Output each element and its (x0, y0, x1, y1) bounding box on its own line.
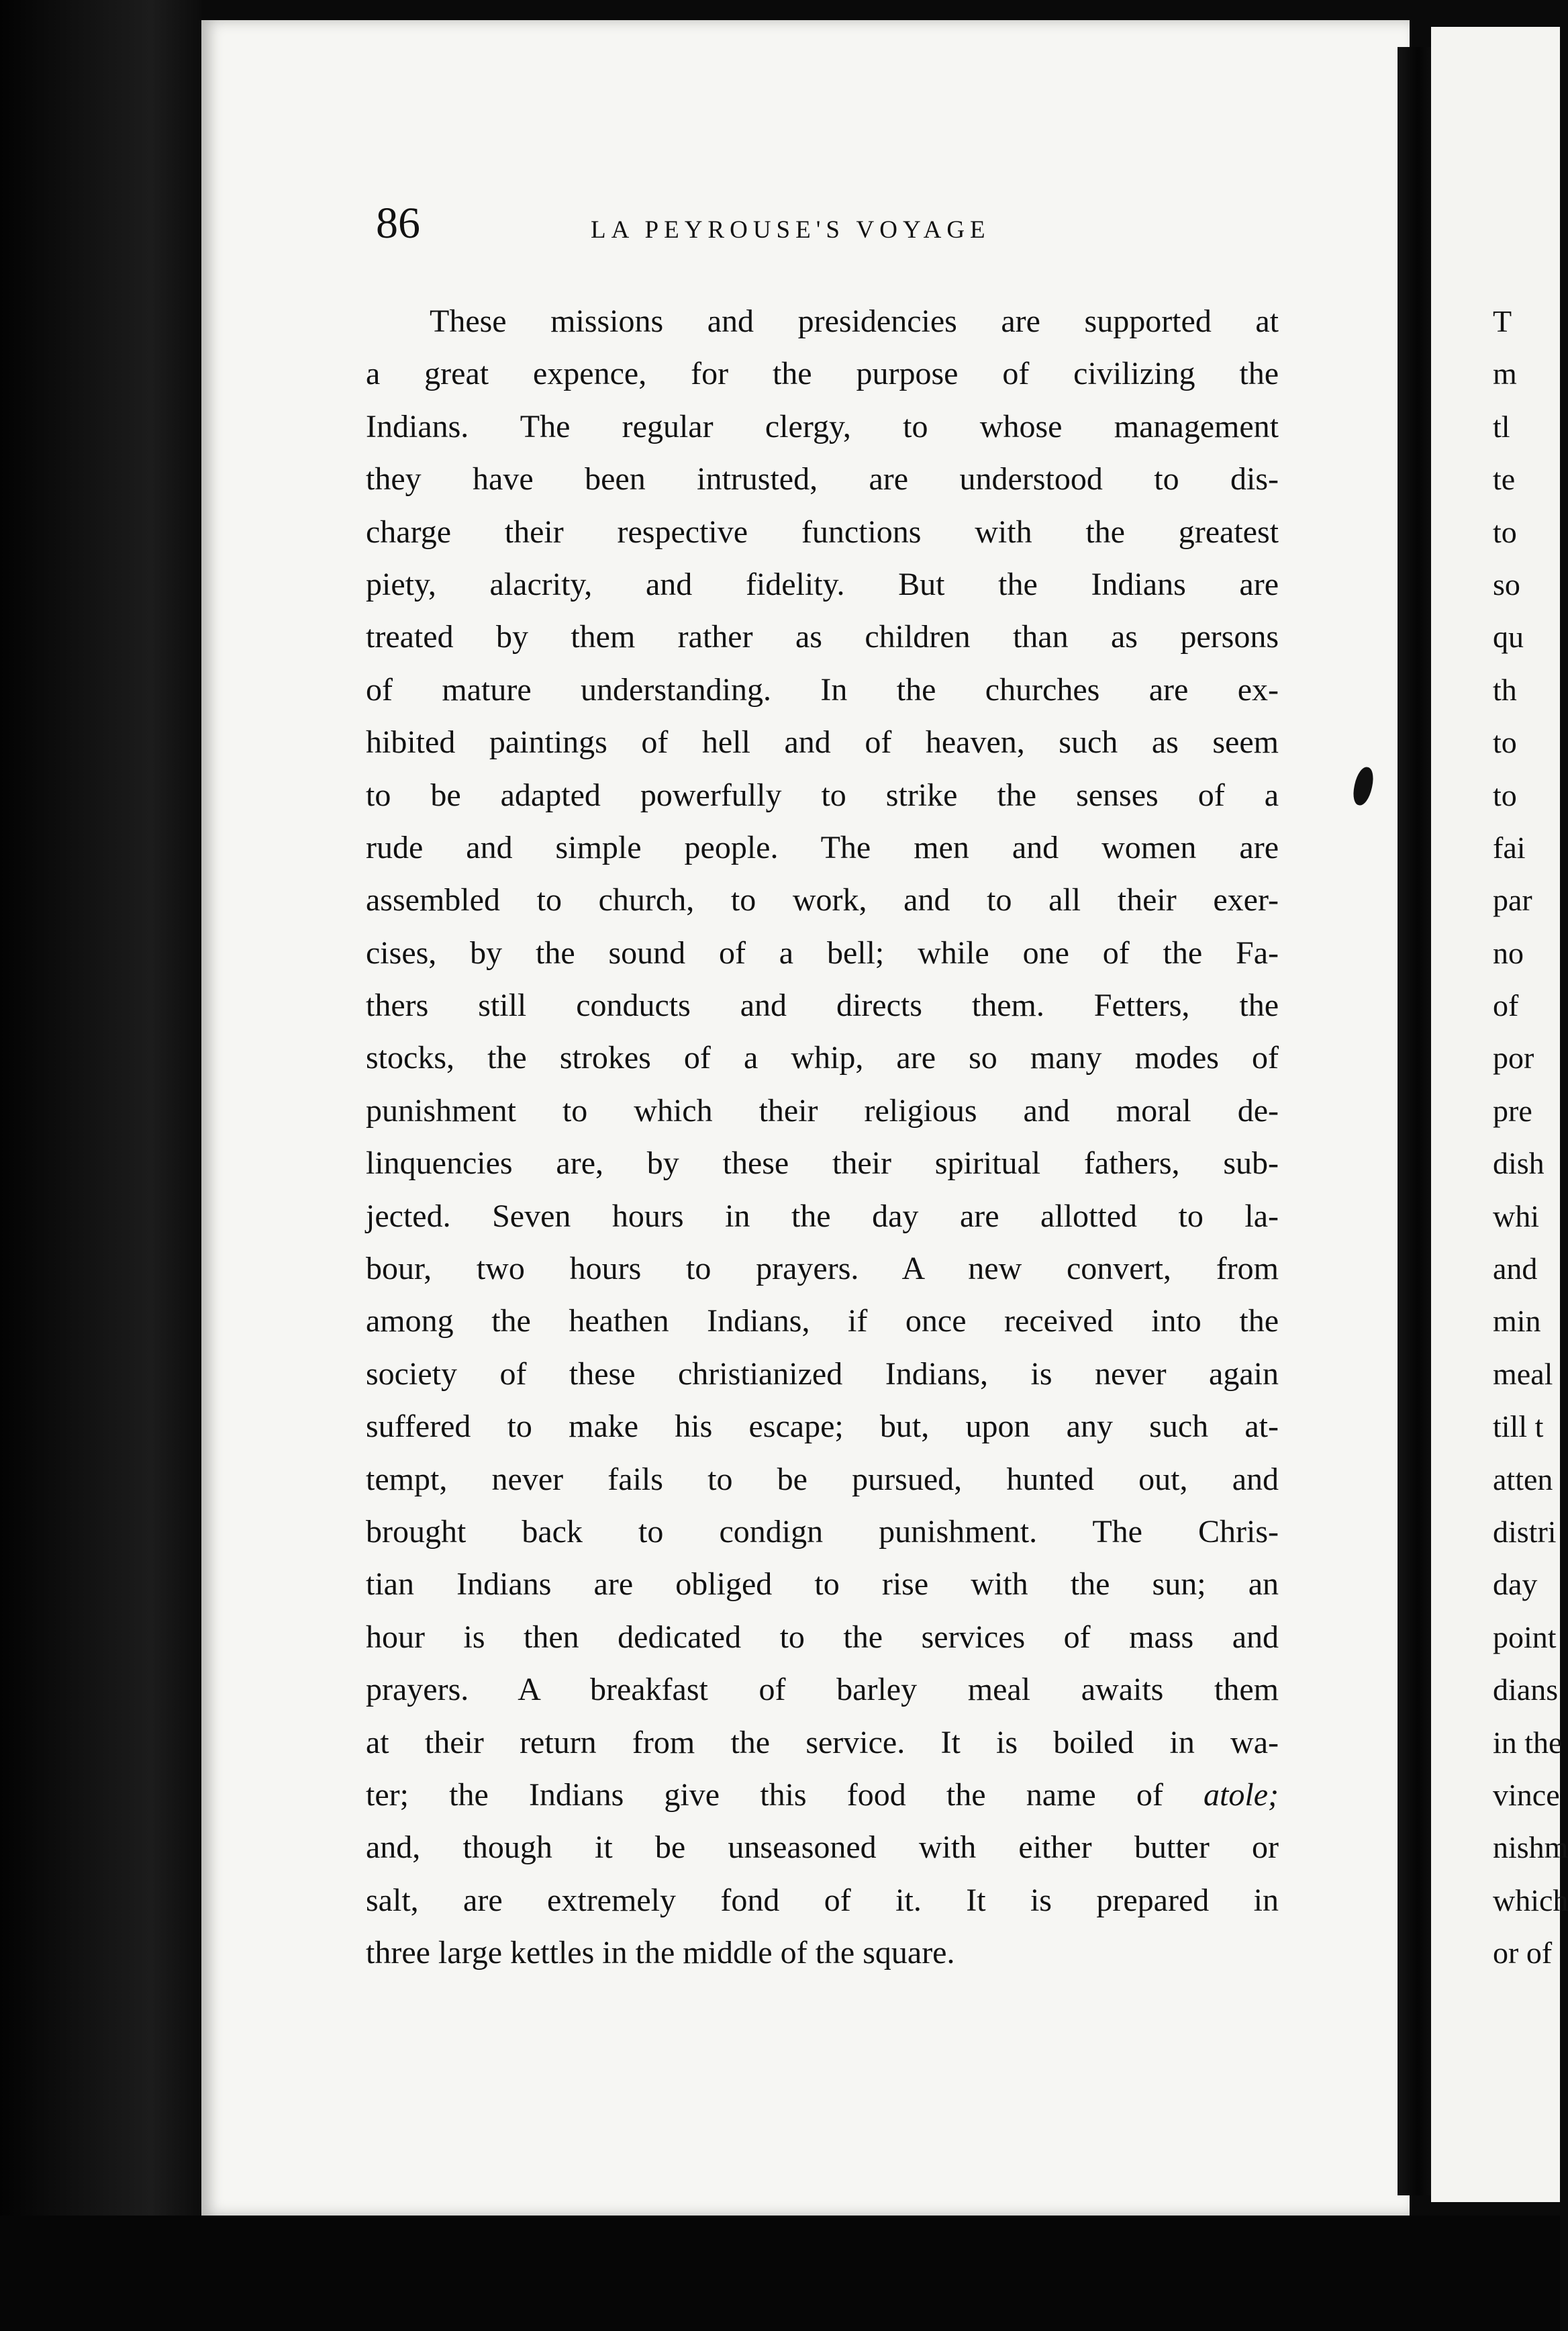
body-text (366, 295, 1279, 1980)
facing-line: to (1493, 777, 1517, 812)
page-number: 86 (376, 199, 420, 248)
facing-line: nishm (1493, 1830, 1568, 1865)
text-line (366, 1769, 1279, 1821)
facing-page-text (1493, 295, 1568, 1980)
text-line: jected. Seven hours in the day are allotted to la- (366, 1198, 1279, 1234)
text-line: suffered to make his escape; but, upon any such at- (366, 1409, 1279, 1445)
text-line: at their return from the service. It is boiled in wa- (366, 1724, 1279, 1760)
text-line: Indians. The regular clergy, to whose management (366, 408, 1279, 444)
facing-line: fai (1493, 830, 1526, 865)
facing-line: to (1493, 514, 1517, 549)
text-line: bour, two hours to prayers. A new convert, from (366, 1251, 1279, 1287)
running-head: LA PEYROUSE'S VOYAGE (591, 216, 991, 244)
facing-line: so (1493, 567, 1520, 602)
scan-background (0, 2216, 1560, 2331)
facing-line: day (1493, 1567, 1538, 1602)
facing-line: point (1493, 1619, 1557, 1654)
text-line: rude and simple people. The men and women are (366, 829, 1279, 865)
text-line: thers still conducts and directs them. Fetters, the (366, 988, 1279, 1024)
facing-line: tl (1493, 409, 1510, 444)
page-gutter (1398, 47, 1431, 2195)
facing-line: or of (1493, 1936, 1553, 1970)
text-line: among the heathen Indians, if once received into the (366, 1303, 1279, 1339)
facing-line: meal (1493, 1356, 1553, 1391)
facing-line: vince (1493, 1777, 1560, 1812)
facing-line: m (1493, 356, 1517, 391)
text-line: prayers. A breakfast of barley meal awaits them (366, 1672, 1279, 1708)
facing-line: T (1493, 304, 1512, 338)
text-segment: ter; the Indians give this food the name of (366, 1776, 1163, 1813)
text-line: a great expence, for the purpose of civilizing the (366, 356, 1279, 392)
text-line: hour is then dedicated to the services of mass and (366, 1619, 1279, 1655)
text-line: piety, alacrity, and fidelity. But the Indians are (366, 566, 1279, 602)
facing-line: par (1493, 883, 1532, 918)
facing-line: no (1493, 935, 1524, 970)
facing-line: te (1493, 462, 1516, 497)
facing-line: dish (1493, 1146, 1545, 1181)
text-line: three large kettles in the middle of the square. (366, 1935, 955, 1971)
facing-line: till t (1493, 1409, 1544, 1444)
text-line: tempt, never fails to be pursued, hunted out, and (366, 1461, 1279, 1497)
text-line: tian Indians are obliged to rise with the sun; an (366, 1566, 1279, 1603)
text-line: These missions and presidencies are supported at (430, 303, 1279, 339)
text-line: punishment to which their religious and moral de- (366, 1092, 1279, 1129)
text-line: hibited paintings of hell and of heaven, such as seem (366, 724, 1279, 761)
facing-line: pre (1493, 1093, 1532, 1128)
text-line: assembled to church, to work, and to all their exer- (366, 882, 1279, 918)
facing-line: and (1493, 1251, 1538, 1286)
text-line: they have been intrusted, are understood to dis- (366, 461, 1279, 497)
book-binding-edge (0, 0, 201, 2331)
text-line: brought back to condign punishment. The Chris- (366, 1513, 1279, 1550)
text-line: charge their respective functions with the greatest (366, 514, 1279, 550)
facing-line: in the (1493, 1725, 1563, 1760)
text-line: and, though it be unseasoned with either butter or (366, 1829, 1279, 1866)
text-line: to be adapted powerfully to strike the senses of a (366, 777, 1279, 813)
page-header (376, 198, 1275, 252)
text-line: salt, are extremely fond of it. It is prepared in (366, 1882, 1279, 1918)
facing-line: to (1493, 725, 1517, 760)
text-line: stocks, the strokes of a whip, are so many modes of (366, 1040, 1279, 1076)
facing-line: of (1493, 988, 1519, 1023)
facing-line: whi (1493, 1198, 1539, 1233)
facing-line: min (1493, 1304, 1541, 1339)
text-line: of mature understanding. In the churches are ex- (366, 671, 1279, 708)
text-line: cises, by the sound of a bell; while one of the Fa- (366, 935, 1279, 971)
text-line: treated by them rather as children than as persons (366, 619, 1279, 655)
text-line: society of these christianized Indians, is never again (366, 1355, 1279, 1392)
facing-line: atten (1493, 1462, 1553, 1496)
italic-word: atole; (1204, 1776, 1279, 1813)
facing-line: dians (1493, 1672, 1559, 1707)
facing-line: qu (1493, 620, 1524, 655)
facing-line: th (1493, 672, 1517, 707)
facing-line: which (1493, 1883, 1568, 1917)
facing-line: por (1493, 1041, 1534, 1076)
facing-line: distri (1493, 1514, 1557, 1549)
text-line: linquencies are, by these their spiritual fathers, sub- (366, 1145, 1279, 1182)
